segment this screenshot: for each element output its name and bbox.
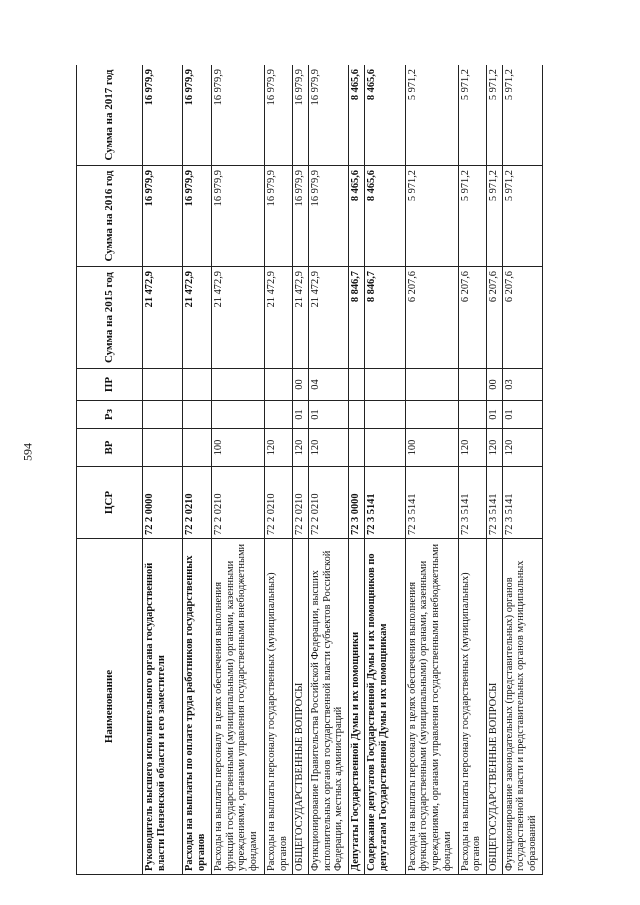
row-sum-2015: 21 472,9: [143, 267, 183, 369]
header-sum-2016: Сумма на 2016 год: [77, 166, 143, 267]
row-rz: [212, 401, 265, 429]
row-rz: [458, 401, 486, 429]
row-vr: 100: [405, 429, 458, 467]
row-pr: [143, 369, 183, 401]
row-name: Расходы на выплаты персоналу в целях обеспечения выполнения функций государственными (муниципальными) органами, казенными учреждениями, органами управления государственными внебюджетными фондами: [405, 539, 458, 875]
row-rz: [143, 401, 183, 429]
rotated-table-container: [76, 65, 543, 875]
row-pr: [212, 369, 265, 401]
row-pr: 00: [486, 369, 502, 401]
table-row: [486, 65, 502, 875]
row-csr: 72 3 5141: [502, 467, 542, 539]
row-sum-2015: 21 472,9: [308, 267, 348, 369]
row-sum-2017: 5 971,2: [405, 65, 458, 166]
row-rz: [405, 401, 458, 429]
row-sum-2016: 5 971,2: [486, 166, 502, 267]
row-csr: 72 3 5141: [458, 467, 486, 539]
row-sum-2015: 8 846,7: [365, 267, 405, 369]
row-sum-2017: 16 979,9: [308, 65, 348, 166]
row-sum-2017: 16 979,9: [293, 65, 309, 166]
row-sum-2016: 16 979,9: [293, 166, 309, 267]
table-row: [212, 65, 265, 875]
row-vr: 120: [293, 429, 309, 467]
header-sum-2015: Сумма на 2015 год: [77, 267, 143, 369]
row-csr: 72 2 0210: [265, 467, 293, 539]
row-sum-2015: 21 472,9: [265, 267, 293, 369]
row-sum-2016: 16 979,9: [265, 166, 293, 267]
row-vr: [349, 429, 365, 467]
row-sum-2016: 5 971,2: [405, 166, 458, 267]
budget-table: [76, 65, 543, 875]
table-row: [265, 65, 293, 875]
table-row: [458, 65, 486, 875]
header-csr: ЦСР: [77, 467, 143, 539]
row-vr: 120: [308, 429, 348, 467]
row-csr: 72 3 5141: [365, 467, 405, 539]
row-name: Расходы на выплаты по оплате труда работников государственных органов: [183, 539, 212, 875]
row-csr: 72 2 0210: [293, 467, 309, 539]
row-vr: 120: [458, 429, 486, 467]
row-pr: [349, 369, 365, 401]
row-csr: 72 2 0210: [308, 467, 348, 539]
header-rz: Рз: [77, 401, 143, 429]
row-sum-2016: 8 465,6: [365, 166, 405, 267]
row-name: ОБЩЕГОСУДАРСТВЕННЫЕ ВОПРОСЫ: [293, 539, 309, 875]
row-name: Функционирование законодательных (представительных) органов государственной власти и представительных органов муниципальных образований: [502, 539, 542, 875]
row-vr: 100: [212, 429, 265, 467]
row-name: Расходы на выплаты персоналу в целях обеспечения выполнения функций государственными (муниципальными) органами, казенными учреждениями, органами управления государственными внебюджетными фондами: [212, 539, 265, 875]
row-sum-2017: 8 465,6: [365, 65, 405, 166]
row-sum-2015: 6 207,6: [405, 267, 458, 369]
table-row: [183, 65, 212, 875]
row-rz: 01: [308, 401, 348, 429]
row-sum-2017: 16 979,9: [212, 65, 265, 166]
header-pr: ПР: [77, 369, 143, 401]
row-csr: 72 2 0000: [143, 467, 183, 539]
table-row: [293, 65, 309, 875]
header-row: [77, 65, 143, 875]
row-sum-2017: 5 971,2: [458, 65, 486, 166]
table-row: [143, 65, 183, 875]
row-sum-2015: 6 207,6: [502, 267, 542, 369]
row-sum-2016: 8 465,6: [349, 166, 365, 267]
row-rz: 01: [486, 401, 502, 429]
row-pr: [405, 369, 458, 401]
row-pr: [365, 369, 405, 401]
row-sum-2015: 21 472,9: [212, 267, 265, 369]
table-row: [365, 65, 405, 875]
row-rz: [365, 401, 405, 429]
row-csr: 72 3 0000: [349, 467, 365, 539]
row-sum-2015: 6 207,6: [458, 267, 486, 369]
row-name: Расходы на выплаты персоналу государственных (муниципальных) органов: [458, 539, 486, 875]
row-sum-2016: 16 979,9: [308, 166, 348, 267]
row-csr: 72 3 5141: [405, 467, 458, 539]
row-rz: [265, 401, 293, 429]
row-vr: [365, 429, 405, 467]
row-name: ОБЩЕГОСУДАРСТВЕННЫЕ ВОПРОСЫ: [486, 539, 502, 875]
row-vr: [143, 429, 183, 467]
row-name: Содержание депутатов Государственной Думы и их помощников по депутатам Государственной Думы и их помощникам: [365, 539, 405, 875]
row-pr: [458, 369, 486, 401]
row-csr: 72 2 0210: [212, 467, 265, 539]
row-pr: [183, 369, 212, 401]
header-vr: ВР: [77, 429, 143, 467]
row-rz: 01: [502, 401, 542, 429]
row-sum-2017: 5 971,2: [502, 65, 542, 166]
row-vr: [183, 429, 212, 467]
row-vr: 120: [502, 429, 542, 467]
row-sum-2017: 5 971,2: [486, 65, 502, 166]
row-sum-2015: 21 472,9: [183, 267, 212, 369]
row-name: Функционирование Правительства Российской Федерации, высших исполнительных органов государственной власти субъектов Российской Федерации, местных администраций: [308, 539, 348, 875]
page-number: 594: [20, 443, 35, 461]
table-row: [502, 65, 542, 875]
table-row: [308, 65, 348, 875]
row-pr: [265, 369, 293, 401]
row-vr: 120: [265, 429, 293, 467]
table-row: [405, 65, 458, 875]
row-sum-2015: 6 207,6: [486, 267, 502, 369]
row-sum-2017: 16 979,9: [265, 65, 293, 166]
row-rz: [183, 401, 212, 429]
row-name: Расходы на выплаты персоналу государственных (муниципальных) органов: [265, 539, 293, 875]
row-sum-2017: 16 979,9: [183, 65, 212, 166]
row-name: Депутаты Государственной Думы и их помощники: [349, 539, 365, 875]
row-rz: 01: [293, 401, 309, 429]
row-csr: 72 3 5141: [486, 467, 502, 539]
row-sum-2017: 16 979,9: [143, 65, 183, 166]
row-name: Руководитель высшего исполнительного органа государственной власти Пензенской области и его заместители: [143, 539, 183, 875]
header-sum-2017: Сумма на 2017 год: [77, 65, 143, 166]
row-csr: 72 2 0210: [183, 467, 212, 539]
table-row: [349, 65, 365, 875]
row-pr: 04: [308, 369, 348, 401]
row-sum-2016: 5 971,2: [502, 166, 542, 267]
row-pr: 03: [502, 369, 542, 401]
row-rz: [349, 401, 365, 429]
row-sum-2015: 8 846,7: [349, 267, 365, 369]
rotated-table-area: [76, 65, 543, 875]
row-sum-2016: 16 979,9: [212, 166, 265, 267]
row-sum-2016: 16 979,9: [183, 166, 212, 267]
row-vr: 120: [486, 429, 502, 467]
row-pr: 00: [293, 369, 309, 401]
header-name: Наименование: [77, 539, 143, 875]
row-sum-2015: 21 472,9: [293, 267, 309, 369]
row-sum-2017: 8 465,6: [349, 65, 365, 166]
row-sum-2016: 5 971,2: [458, 166, 486, 267]
row-sum-2016: 16 979,9: [143, 166, 183, 267]
